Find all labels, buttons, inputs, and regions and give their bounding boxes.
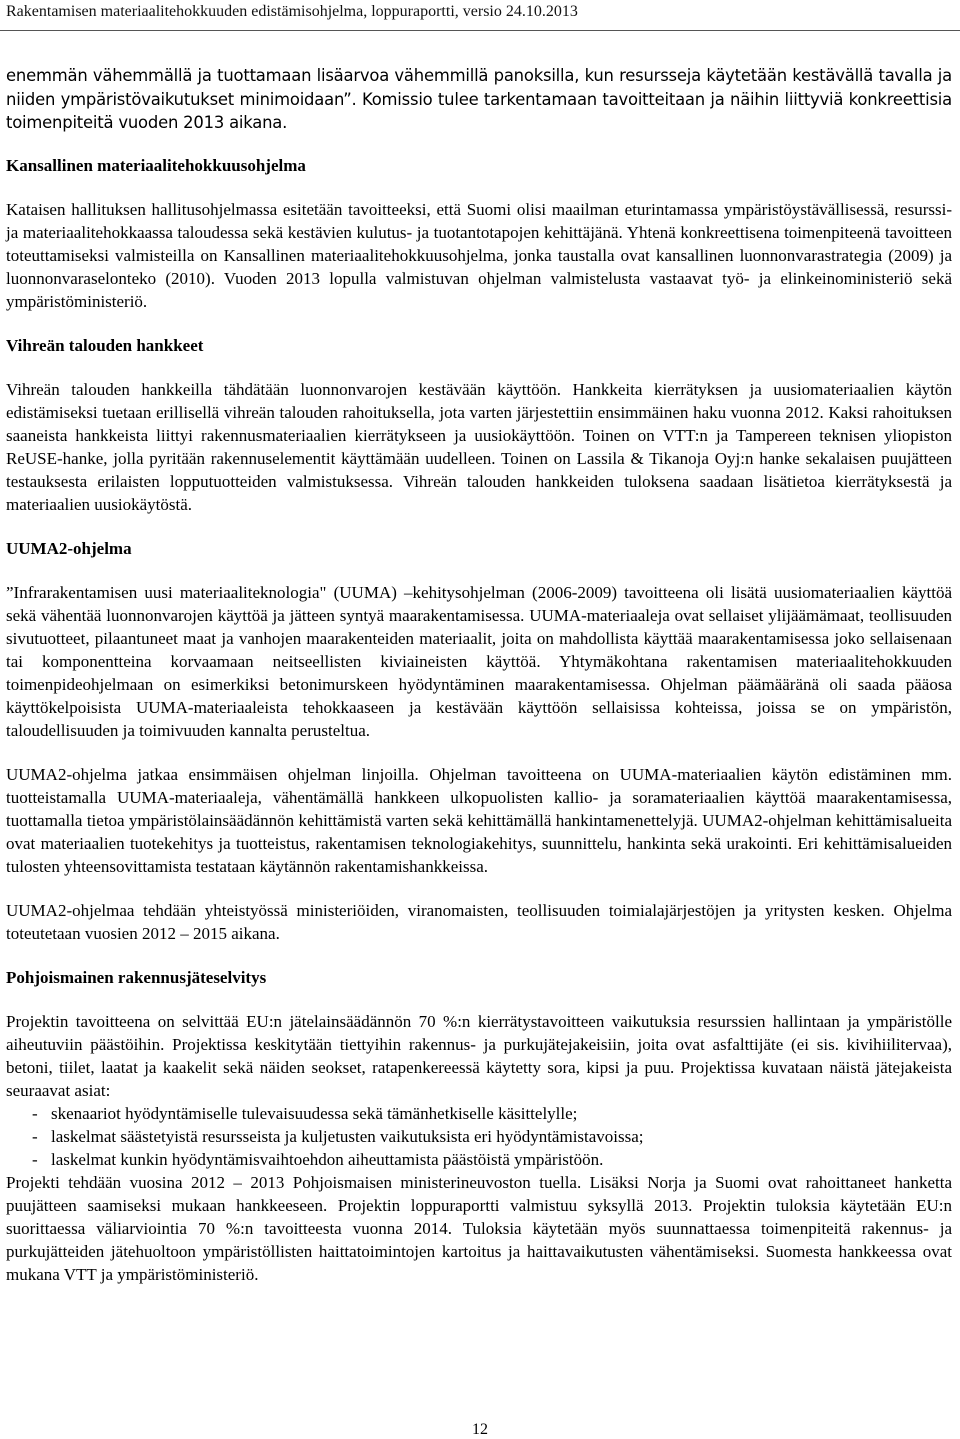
page-content	[6, 64, 952, 1286]
body-paragraph: ”Infrarakentamisen uusi materiaaliteknologia" (UUMA) –kehitysohjelman (2006-2009) tavoitteena oli lisätä uusiomateriaalien käyttöä sekä vähentää luonnonvarojen käyttöä ja jätteen syntyä maarakentamisessa. UUMA-materiaaleja ovat sellaiset ylijäämämaat, teollisuuden sivutuotteet, pilaantuneet maat ja vanhojen maarakenteiden materiaalit, joita on mahdollista käyttää maarakentamisessa joko sellaisenaan tai komponentteina korvaamaan neitseellisten kiviaineisten käyttöä. Yhtymäkohtana rakentamisen materiaalitehokkuuden toimenpideohjelmaan on esimerkiksi betonimurskeen hyödyntäminen maarakentamisessa. Ohjelman päämääränä oli saada pääosa käyttökelpoisista UUMA-materiaaleista tehokkaaseen ja kestävään käyttöön sellaisissa kohteissa, joissa se on ympäristön, taloudellisuuden ja toimivuuden kannalta perusteltua.	[6, 582, 952, 740]
dash-list	[6, 1102, 952, 1171]
page-number: 12	[472, 1421, 488, 1438]
body-paragraph: Projektin tavoitteena on selvittää EU:n jätelainsäädännön 70 %:n kierrätystavoitteen vaikutuksia resurssien hallintaan ja ympäristölle aiheutuviin päästöihin. Projektissa keskitytään tiettyihin rakennus- ja purkujätejakeisiin, joita ovat asfalttijäte (ei sis. kivihiilitervaa), betoni, tiilet, laatat ja kaakelit sekä näiden seokset, ratapenkereessä käytetty sora, kipsi ja puu. Projektissa kuvataan näistä jätejakeista seuraavat asiat:	[6, 1011, 952, 1100]
body-paragraph: UUMA2-ohjelma jatkaa ensimmäisen ohjelman linjoilla. Ohjelman tavoitteena on UUMA-materiaalien käytön edistäminen mm. tuotteistamalla UUMA-materiaaleja, vähentämällä hankkeen ulkopuolisten kallio- ja soramateriaalien käyttöä maarakentamisessa, tuottamalla tietoa ympäristölainsäädännön kehittämistä varten sekä kehittämällä hankintamenettelyjä. UUMA2-ohjelman kehittämisalueita ovat materiaalien tuotekehitys ja tuotteistus, rakentamisen teknologiakehitys, suunnittelu, hankinta sekä urakointi. Eri kehittämisalueiden tulosten yhteensovittamista testataan käytännön rakentamishankkeissa.	[6, 764, 952, 876]
list-item: - laskelmat kunkin hyödyntämisvaihtoehdon aiheuttamista päästöistä ympäristöön.	[6, 1148, 952, 1171]
section-pohjoismainen	[6, 966, 952, 1286]
section-uuma2	[6, 537, 952, 945]
section-kansallinen	[6, 154, 952, 313]
list-item: - skenaariot hyödyntämiselle tulevaisuudessa sekä tämänhetkiselle käsittelylle;	[6, 1102, 952, 1125]
section-vihrea-talous	[6, 334, 952, 516]
body-paragraph: Vihreän talouden hankkeilla tähdätään luonnonvarojen kestävään käyttöön. Hankkeita kierrätyksen ja uusiomateriaalien käytön edistämiseksi tuetaan erillisellä vihreän talouden rahoituksella, jota varten järjestettiin ensimmäinen haku vuonna 2012. Kaksi rahoituksen saaneista hankkeista liittyi rakennusmateriaalien kierrätykseen ja uusiokäyttöön. Toinen on VTT:n ja Tampereen teknisen yliopiston ReUSE-hanke, jolla pyritään rakennuselementit käyttämään uudelleen. Toinen on Lassila & Tikanoja Oyj:n hanke sekalaisen puujätteen testauksesta erilaisten lopputuotteiden valmistuksessa. Vihreän talouden hankkeiden tuloksena saadaan lisätietoa kierrätyksestä ja materiaalien uusiokäytöstä.	[6, 379, 952, 514]
body-paragraph: Projekti tehdään vuosina 2012 – 2013 Pohjoismaisen ministerineuvoston tuella. Lisäksi Norja ja Suomi ovat rahoittaneet hanketta puujätteen saamiseksi mukaan hankkeeseen. Projektin loppuraportti valmistuu syksyllä 2013. Projektin tuloksia käytetään EU:n suorittaessa väliarviointia 70 %:n tavoitteesta vuonna 2014. Tuloksia käytetään myös suunnattaessa toimenpiteitä rakennus- ja purkujätteiden jätehuoltoon ympäristöllisten haittatoimintojen kartoitus ja haittavaikutusten vähentämiseksi. Suomesta hankkeessa ovat mukana VTT ja ympäristöministeriö.	[6, 1172, 952, 1284]
intro-paragraph: enemmän vähemmällä ja tuottamaan lisäarvoa vähemmillä panoksilla, kun resursseja käytetään kestävällä tavalla ja niiden ympäristövaikutukset minimoidaan”. Komissio tulee tarkentamaan tavoitteitaan ja näihin liittyviä konkreettisia toimenpiteitä vuoden 2013 aikana.	[6, 66, 952, 132]
body-paragraph: Kataisen hallituksen hallitusohjelmassa esitetään tavoitteeksi, että Suomi olisi maailman eturintamassa ympäristöystävällisessä, resurssi- ja materiaalitehokkaassa taloudessa sekä kestävien kulutus- ja tuotantotapojen kehittäjänä. Yhtenä konkreettisena toimenpiteenä tavoitteen toteuttamiseksi valmisteilla on Kansallinen materiaalitehokkuusohjelma, jonka taustalla ovat kansallinen luonnonvarastrategia (2009) ja luonnonvaraselonteko (2010). Vuoden 2013 lopulla valmistuvan ohjelman valmistelusta vastaavat työ- ja elinkeinoministeriö sekä ympäristöministeriö.	[6, 199, 952, 311]
body-paragraph: UUMA2-ohjelmaa tehdään yhteistyössä ministeriöiden, viranomaisten, teollisuuden toimialajärjestöjen ja yritysten kesken. Ohjelma toteutetaan vuosien 2012 – 2015 aikana.	[6, 900, 952, 943]
section-heading: Pohjoismainen rakennusjäteselvitys	[6, 967, 267, 987]
running-header: Rakentamisen materiaalitehokkuuden edistämisohjelma, loppuraportti, versio 24.10.2013	[6, 3, 578, 20]
section-heading: UUMA2-ohjelma	[6, 538, 132, 558]
header-divider	[0, 30, 960, 31]
section-heading: Vihreän talouden hankkeet	[6, 335, 204, 355]
list-item: - laskelmat säästetyistä resursseista ja kuljetusten vaikutuksista eri hyödyntämistavoissa;	[6, 1125, 952, 1148]
section-heading: Kansallinen materiaalitehokkuusohjelma	[6, 155, 306, 175]
